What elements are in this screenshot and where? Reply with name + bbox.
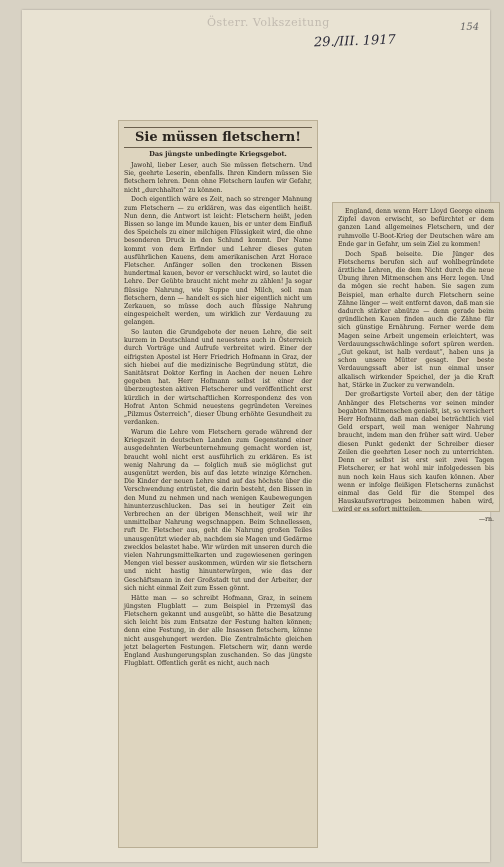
article-paragraph: Doch Spaß beiseite. Die Jünger des Fletscherns berufen sich auf wohlbegründete ärztliche Lehren, die dem Nicht durch die neue Übung ihren Mitmenschen ans Herz legen. Und da mögen sie recht haben. Sie sagen zum Beispiel, man erhalte durch Fletschern seine Zähne länger — weit entfernt davon, daß man sie dadurch stärker abnütze — denn gerade beim gründlichen Kauen finden auch die Zähne für sich günstige Ernährung. Ferner werde dem Magen seine Arbeit ungemein erleichtert, was Verdauungsschwächlinge sofort spüren werden. „Gut gekaut, ist halb verdaut“, haben uns ja schon unsere Mütter gesagt. Der beste Verdauungssaft aber ist nun einmal unser alkalisch wirkender Speichel, der ja die Kraft hat, Stärke in Zucker zu verwandeln.	[338, 250, 494, 389]
article-author: —rn.	[478, 516, 494, 524]
article-paragraph: Jawohl, lieber Leser, auch Sie müssen fletschern. Und Sie, geehrte Leserin, ebenfalls. Ihren Kindern müssen Sie fletschern lehren. Denn ohne Fletschern laufen wir Gefahr, nicht „durchhalten“ zu können.	[124, 162, 312, 194]
newspaper-stamp: Österr. Volkszeitung	[207, 16, 330, 29]
article-paragraph: Warum die Lehre vom Fletschern gerade während der Kriegszeit in deutschen Landen zum Gegenstand einer ausgedehnten Werbeunternehmung gemacht worden ist, braucht wohl nicht erst ausführlich zu erklären. Es ist wenig Nahrung da — folglich muß sie möglichst gut ausgenützt werden, bis auf das letzte winzige Körnchen. Die Kinder der neuen Lehre sind auf das höchste über die Verschwendung entrüstet, die darin besteht, den Bissen in den Mund zu nehmen und nach wenigen Kaubewegungen hinunterzuschlucken. Das sei in heutiger Zeit ein Verbrechen an der übrigen Menschheit, weil wir ihr unmittelbar Nahrung wegschnappen. Beim Schnellessen, ruft Dr. Fletscher aus, geht die Nahrung großen Teiles unausgenützt wieder ab, nachdem sie Magen und Gedärme zwecklos belastet habe. Wir würden mit unseren durch die vielen Nahrungsmittelkarten und zugewiesenen geringen Mengen viel besser auskommen, würden wir sie fletschern und nicht hastig hinunterwürgen, wie das der Geschäftsmann in der Großstadt tut und der Arbeiter, der sich nicht einmal Zeit zum Essen gönnt.	[124, 429, 312, 592]
article-headline: Sie müssen fletschern!	[124, 127, 312, 148]
article-paragraph: Der großartigste Vorteil aber, den der tätige Anhänger des Fletscherns vor seinen minder begabten Mitmenschen genießt, ist, so versichert Herr Hofmann, daß man dabei beträchtlich viel Geld erspart, weil man weniger Nahrung braucht, indem man den früher satt wird. Ueber diesen Punkt gedenkt der Schreiber dieser Zeilen die geehrten Leser noch zu unterrichten. Denn er selbst ist erst seit zwei Tagen Fletscherer, er hat wohl mir infolgedessen bis nun noch kein Haus sich kaufen können. Aber wenn er infolge fleißigen Fletscherns zunächst einmal das Geld für die Stempel des Hauskaufsvertrages beizommen haben wird, wird er es sofort mitteilen.	[338, 391, 494, 514]
article-clipping-right	[332, 202, 500, 524]
archive-sheet	[22, 10, 494, 862]
article-paragraph: Doch eigentlich wäre es Zeit, nach so strenger Mahnung zum Fletschern — zu erklären, was das eigentlich heißt. Nun denn, die Antwort ist leicht: Fletschern heißt, jeden Bissen so lange im Munde kauen, bis er unter dem Einfluß des Speichels zu einer milchigen Flüssigkeit wird, die ohne besonderen Druck in den Schlund kommt. Der Name kommt von dem Erfinder und Lehrer dieses guten ausführlichen Kauens, dem amerikanischen Arzt Horace Fletscher. Anfänger sollen den trockenen Bissen hundertmal kauen, bevor er verschluckt wird, so lautet die Lehre. Der Geübte braucht nicht mehr zu zählen! Ja sogar flüssige Nahrung, wie Suppe und Milch, soll man fletschern, denn — handelt es sich hier eigentlich nicht um Zerkauen, so müsse doch auch flüssige Nahrung eingespeichelt werden, um wirklich zur Verdauung zu gelangen.	[124, 196, 312, 327]
article-paragraph: Hätte man — so schreibt Hofmann, Graz, in seinem jüngsten Flugblatt — zum Beispiel in Przemyśl das Fletschern gekannt und ausgeübt, so hätte die Besatzung sich leicht bis zum Entsatze der Festung halten können; denn eine Festung, in der alle Insassen fletschern, könne nicht ausgehungert werden. Die Zentralmächte gleichen jetzt belagerten Festungen. Fletschern wir, dann werde England Aushungerungsplan zuschanden. So das jüngste Flugblatt. Offentlich gerät es nicht, auch nach	[124, 594, 312, 668]
article-subheadline: Das jüngste unbedingte Kriegsgebot.	[149, 150, 287, 158]
article-clipping-left	[118, 120, 318, 848]
handwritten-date: 29./III. 1917	[313, 32, 397, 51]
article-paragraph: So lauten die Grundgebote der neuen Lehre, die seit kurzem in Deutschland und neuestens auch in Österreich durch Vorträge und Aufrufe verbreitet wird. Einer der eifrigsten Apostel ist Herr Friedrich Hofmann in Graz, der sich hiebei auf die medizinische Begründung stützt, die Sanitätsrat Doktor Kerfing in Aachen der neuen Lehre gegeben hat. Herr Hofmann selbst ist einer der überzeugtesten aktiven Fletscherer und veröffentlicht erst kürzlich in der wirtschaftlichen Korrespondenz des von Hofrat Anton Schmid neuestens gegründeten Vereines „Pilzmus Österreich“, dieser Übung erhöhte Gesundheit zu verdanken.	[124, 329, 312, 427]
article-paragraph: England, denn wenn Herr Lloyd George einem Zipfel davon erwischt, so befürchtet er dem ganzen Land allgemeines Fletschern, und der ruhmvolle U-Boot-Krieg der Deutschen wäre am Ende gar in Gefahr, um sein Ziel zu kommen!	[338, 208, 494, 248]
archive-number: 154	[460, 22, 480, 33]
